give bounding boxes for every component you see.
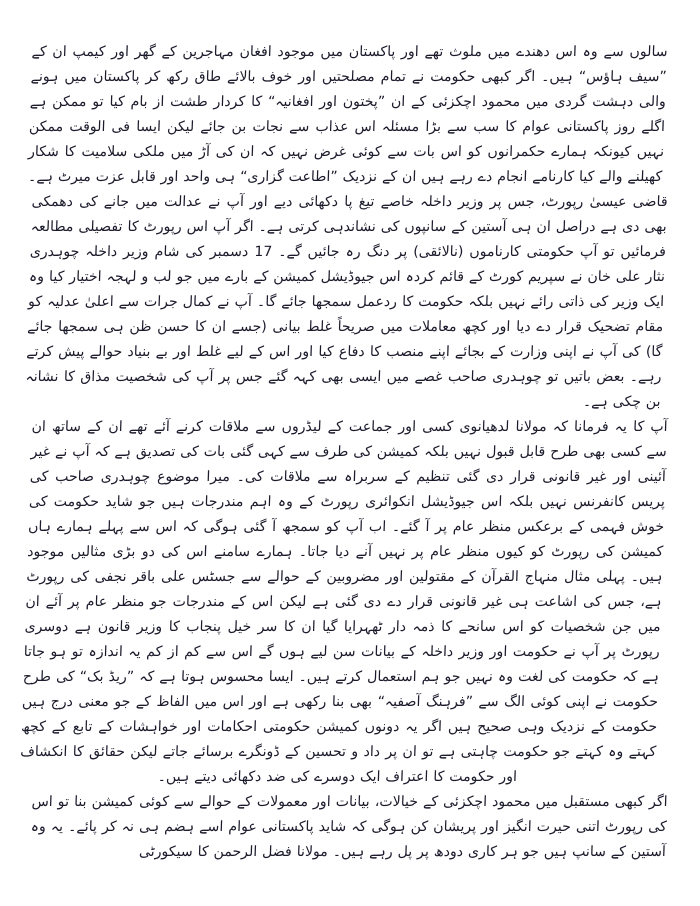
article-body: [19, 40, 668, 865]
paragraph-2: قاضی عیسیٰ رپورٹ، جس پر وزیر داخلہ خاصے تیغ پا دکھائی دیے اور آپ نے عدالت میں جانے کی دھمکی بھی دی ہے دراصل ان ہی آستین کے سانپوں کی نشاندہی کرتی ہے۔ اگر آپ اس رپورٹ کا تفصیلی مطالعہ فرمائیں تو آپ حکومتی کارناموں (نالائقی) پر دنگ رہ جائیں گے۔ 17 دسمبر کی شام وزیر داخلہ چوہدری نثار علی خان نے سپریم کورٹ کے قائم کردہ اس جیوڈیشل کمیشن کے بارے میں جو لب و لہجہ اختیار کیا وہ ایک وزیر کی ذاتی رائے نہیں بلکہ حکومت کا ردعمل سمجھا جائے گا۔ آپ نے کمال جرات سے اعلیٰ عدلیہ کو مقام تضحیک قرار دے دیا اور کچھ معاملات میں صریحاً غلط بیانی (جسے ان کا حسن ظن ہی سمجھا جائے گا) کی آپ نے اپنی وزارت کے بجائے اپنے منصب کا دفاع کیا اور اس کے لیے غلط اور بے بنیاد حوالے پیش کرتے رہے۔ بعض باتیں تو چوہدری صاحب غصے میں ایسی بھی کہہ گئے جس پر آپ کی شخصیت مذاق کا نشانہ بن چکی ہے۔: [25, 194, 668, 410]
paragraph-1: سالوں سے وہ اس دھندے میں ملوث تھے اور پاکستان میں موجود افغان مہاجرین کے گھر اور کیمپ ان کے ”سیف ہاؤس“ ہیں۔ اگر کبھی حکومت نے تمام مصلحتیں اور خوف بالائے طاق رکھ کر پاکستان میں ہونے والی دہشت گردی میں محمود اچکزئی کے ان ”پختون اور افغانیہ“ کا کردار طشت از بام کیا تو ممکن ہے اگلے روز پاکستانی عوام کا سب سے بڑا مسئلہ اس عذاب سے نجات بن جائے لیکن ایسا فی الوقت ممکن نہیں کیونکہ ہمارے حکمرانوں کو اس بات سے کوئی غرض نہیں کہ ان کی آڑ میں ملکی سلامیت کا شکار کھیلنے والے کیا کارنامے انجام دے رہے ہیں ان کے نزدیک ”اطاعت گزاری“ ہی واحد اور قابل عزت میرٹ ہے۔: [27, 44, 668, 185]
paragraph-3: آپ کا یہ فرمانا کہ مولانا لدھیانوی کسی اور جماعت کے لیڈروں سے ملاقات کرنے آئے تھے ان کے ساتھ ان سے کسی بھی طرح قابل قبول نہیں بلکہ کمیشن کی طرف سے کہی گئی بات کی تصدیق ہے کہ آپ نے غیر آئینی اور غیر قانونی قرار دی گئی تنظیم کے سربراہ سے ملاقات کی۔ میرا موضوع چوہدری صاحب کی پریس کانفرنس نہیں بلکہ اس جیوڈیشل انکوائری رپورٹ کے وہ اہم مندرجات ہیں جو شاید حکومت کی خوش فہمی کے برعکس منظر عام پر آ گئے۔ اب آپ کو سمجھ آ گئی ہوگی کہ اس سے پہلے ہمارے ہاں کمیشن کی رپورٹ کو کیوں منظر عام پر نہیں آنے دیا جاتا۔ ہمارے سامنے اس کی دو بڑی مثالیں موجود ہیں۔ پہلی مثال منہاج القرآن کے مقتولین اور مضروبین کے حوالے سے جسٹس علی باقر نجفی کی رپورٹ ہے، جس کی اشاعت ہی غیر قانونی قرار دے دی گئی ہے لیکن اس کے مندرجات جو منظر عام پر آئے ان میں جن شخصیات کو اس سانحے کا ذمہ دار ٹھہرایا گیا ان کا سر خیل پنجاب کا وزیر قانون ہے دوسری رپورٹ پر آپ نے حکومت اور وزیر داخلہ کے بیانات سن لیے ہوں گے اس سے کم از کم یہ اندازہ تو ہو جاتا ہے کہ حکومت کی لغت وہ نہیں جو ہم استعمال کرتے ہیں۔ ایسا محسوس ہوتا ہے کہ ”ریڈ بک“ کی طرح حکومت نے اپنی کوئی الگ سے ”فرہنگ آصفیہ“ بھی بنا رکھی ہے اور اس میں الفاظ کے جو معنی درج ہیں حکومت کے نزدیک وہی صحیح ہیں اگر یہ دونوں کمیشن حکومتی احکامات اور خواہشات کے تابع کے کچھ کہتے وہ کہتے جو حکومت چاہتی ہے تو ان پر داد و تحسین کے ڈونگرے برسائے جاتے لیکن حقائق کا انکشاف اور حکومت کا اعتراف ایک دوسرے کی ضد دکھائی دیتے ہیں۔: [19, 419, 668, 785]
paragraph-4: اگر کبھی مستقبل میں محمود اچکزئی کے خیالات، بیانات اور معمولات کے حوالے سے کوئی کمیشن بنا تو اس کی رپورٹ اتنی حیرت انگیز اور پریشان کن ہوگی کہ شاید پاکستانی عوام اسے ہضم ہی نہ کر پائے۔ یہ وہ آستین کے سانپ ہیں جو ہر کاری دودھ پر پل رہے ہیں۔ مولانا فضل الرحمن کا سیکورٹی: [30, 794, 668, 860]
